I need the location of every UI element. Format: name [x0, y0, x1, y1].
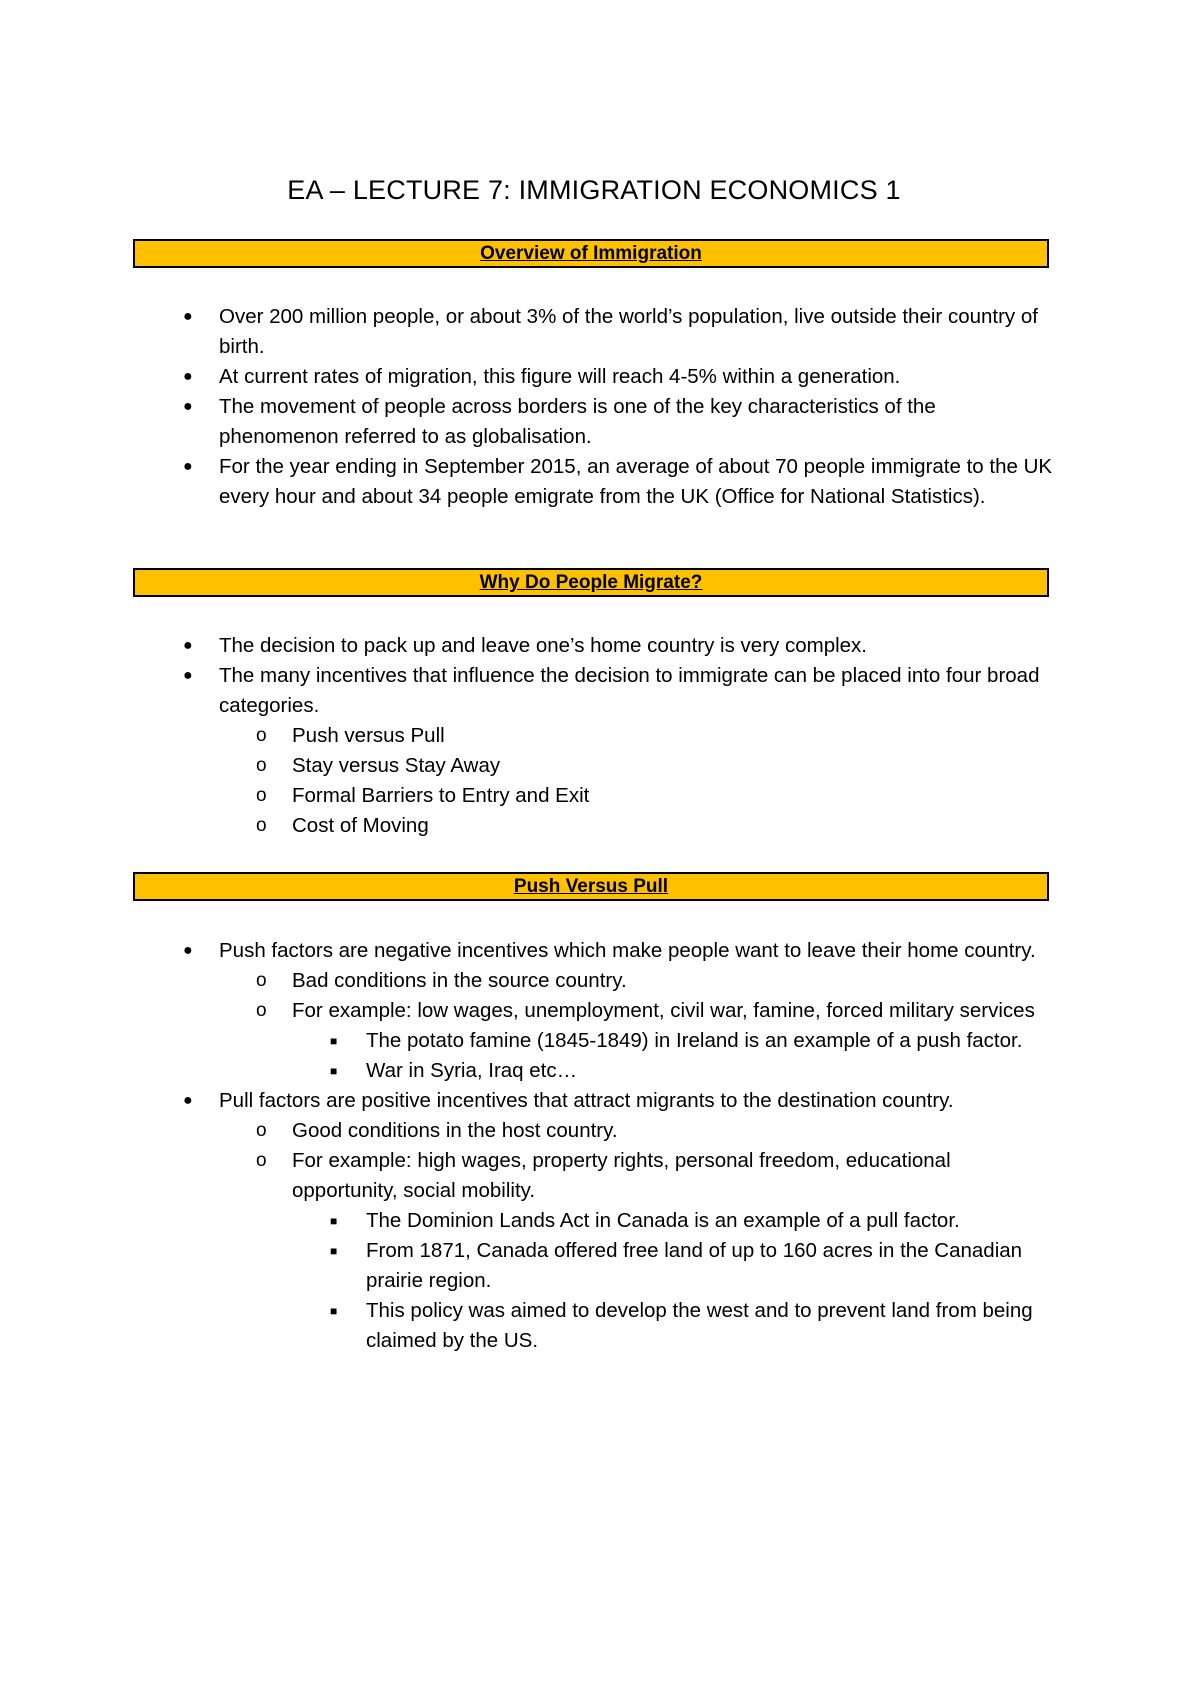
sub-list-item: o For example: high wages, property rights, personal freedom, educational opportunity, social mobility.	[0, 1146, 1058, 1206]
sub-sub-list-item: ■ The Dominion Lands Act in Canada is an example of a pull factor.	[0, 1206, 1058, 1236]
section-heading-why-label: Why Do People Migrate?	[479, 572, 703, 593]
bullet-square-icon: ■	[330, 1034, 338, 1048]
list-item: ● Over 200 million people, or about 3% of the world’s population, live outside their country of birth.	[0, 302, 1059, 362]
bullet-dot-icon: ●	[183, 308, 193, 325]
list-item: ● Pull factors are positive incentives that attract migrants to the destination country.	[0, 1086, 1059, 1116]
bullet-circle-icon: o	[256, 725, 267, 746]
bullet-dot-icon: ●	[183, 667, 193, 684]
bullet-dot-icon: ●	[183, 942, 193, 959]
section-heading-push-pull	[133, 872, 1049, 901]
list-item: ● For the year ending in September 2015, an average of about 70 people immigrate to the UK every hour and about 34 people emigrate from the UK (Office for National Statistics).	[0, 452, 1059, 512]
list-item: ● The movement of people across borders is one of the key characteristics of the phenomenon referred to as globalisation.	[0, 392, 1059, 452]
push-pull-list	[0, 936, 1200, 1356]
bullet-circle-icon: o	[256, 1150, 267, 1171]
bullet-dot-icon: ●	[183, 368, 193, 385]
sub-list-item: o Push versus Pull	[0, 721, 1058, 751]
bullet-square-icon: ■	[330, 1244, 338, 1258]
sub-list-item: o Stay versus Stay Away	[0, 751, 1058, 781]
sub-list-item: o Formal Barriers to Entry and Exit	[0, 781, 1058, 811]
sub-list-item: o Good conditions in the host country.	[0, 1116, 1058, 1146]
sub-list-item: o Bad conditions in the source country.	[0, 966, 1058, 996]
why-list	[0, 631, 1200, 841]
section-heading-overview-label: Overview of Immigration	[480, 243, 702, 264]
bullet-dot-icon: ●	[183, 398, 193, 415]
section-heading-push-pull-label: Push Versus Pull	[513, 876, 669, 897]
bullet-square-icon: ■	[330, 1064, 338, 1078]
sub-sub-list-item: ■ The potato famine (1845-1849) in Ireland is an example of a push factor.	[0, 1026, 1058, 1056]
section-heading-overview	[133, 239, 1049, 268]
list-item: ● Push factors are negative incentives which make people want to leave their home country.	[0, 936, 1059, 966]
bullet-circle-icon: o	[256, 815, 267, 836]
sub-list-item: o Cost of Moving	[0, 811, 1058, 841]
bullet-dot-icon: ●	[183, 637, 193, 654]
list-item: ● The decision to pack up and leave one’s home country is very complex.	[0, 631, 1059, 661]
list-item: ● At current rates of migration, this figure will reach 4-5% within a generation.	[0, 362, 1059, 392]
sub-list-item: o For example: low wages, unemployment, civil war, famine, forced military services	[0, 996, 1058, 1026]
bullet-square-icon: ■	[330, 1304, 338, 1318]
section-heading-why	[133, 568, 1049, 597]
sub-sub-list-item: ■ From 1871, Canada offered free land of up to 160 acres in the Canadian prairie region.	[0, 1236, 1058, 1296]
list-item: ● The many incentives that influence the decision to immigrate can be placed into four broad categories.	[0, 661, 1059, 721]
bullet-dot-icon: ●	[183, 1092, 193, 1109]
sub-sub-list-item: ■ War in Syria, Iraq etc…	[0, 1056, 1058, 1086]
sub-sub-list-item: ■ This policy was aimed to develop the west and to prevent land from being claimed by the US.	[0, 1296, 1058, 1356]
bullet-circle-icon: o	[256, 755, 267, 776]
page-title: EA – LECTURE 7: IMMIGRATION ECONOMICS 1	[287, 175, 901, 205]
bullet-circle-icon: o	[256, 1120, 267, 1141]
bullet-dot-icon: ●	[183, 458, 193, 475]
bullet-square-icon: ■	[330, 1214, 338, 1228]
bullet-circle-icon: o	[256, 970, 267, 991]
overview-list	[0, 302, 1200, 512]
bullet-circle-icon: o	[256, 785, 267, 806]
bullet-circle-icon: o	[256, 1000, 267, 1021]
